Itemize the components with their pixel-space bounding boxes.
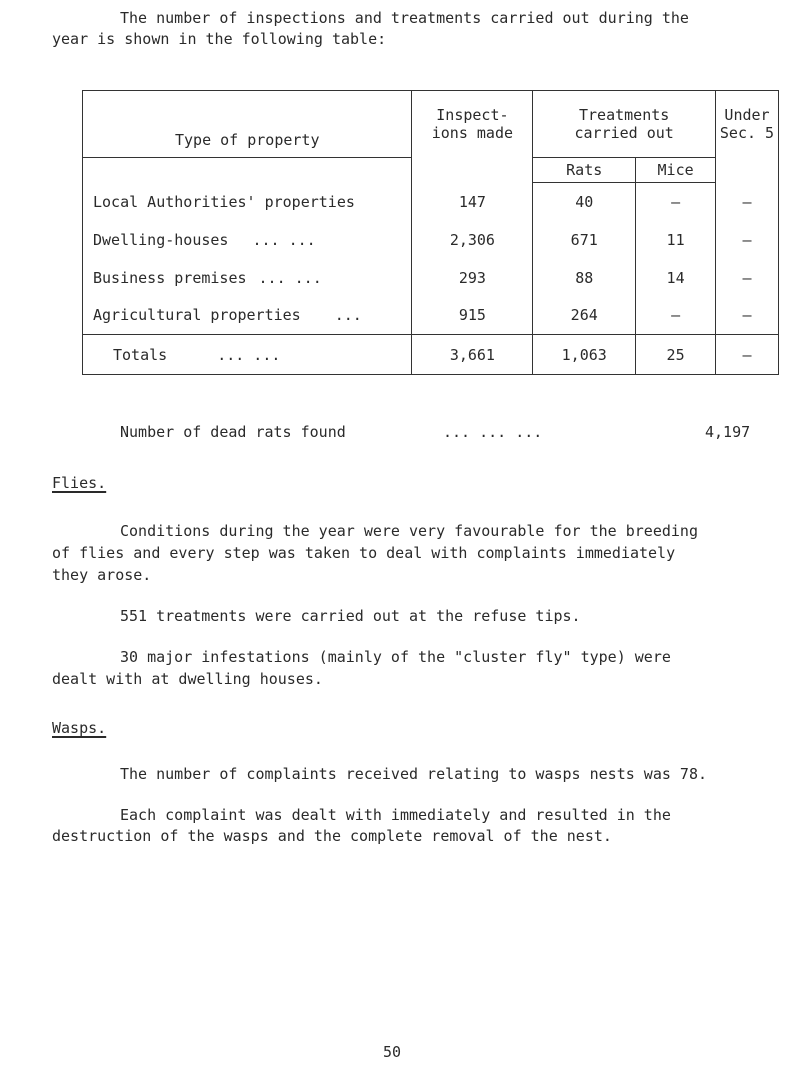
wasps-paragraph-2-line-2: destruction of the wasps and the complete removal of the nest. (52, 827, 612, 845)
table-subheader-row (83, 158, 779, 183)
table-header-row (83, 91, 779, 158)
flies-paragraph-1-line-3: they arose. (52, 566, 152, 584)
header-rats: Rats (533, 158, 636, 183)
wasps-paragraph-2-line-1: Each complaint was dealt with immediately and resulted in the (120, 806, 671, 824)
table-totals-row: Totals ... ... 3,661 1,063 25 – (83, 335, 779, 375)
flies-paragraph-1-line-1: Conditions during the year were very favourable for the breeding (120, 522, 698, 540)
flies-paragraph-3-line-1: 30 major infestations (mainly of the "cluster fly" type) were (120, 648, 671, 666)
header-mice: Mice (636, 158, 716, 183)
flies-paragraph-2: 551 treatments were carried out at the refuse tips. (120, 607, 581, 625)
flies-heading: Flies. (52, 474, 107, 492)
table-row: Agricultural properties ... 915 264 – – (83, 297, 779, 335)
wasps-heading: Wasps. (52, 719, 107, 737)
wasps-paragraph-1: The number of complaints received relating to wasps nests was 78. (120, 765, 707, 783)
table-row: Business premises ... ... 293 88 14 – (83, 259, 779, 297)
inspections-table (82, 90, 779, 375)
intro-line-1: The number of inspections and treatments carried out during the (120, 9, 689, 27)
intro-line-2: year is shown in the following table: (52, 30, 387, 48)
header-treatments: Treatments carried out (533, 91, 716, 158)
header-under-sec-5: Under Sec. 5 (716, 91, 779, 158)
table-row: Dwelling-houses ... ... 2,306 671 11 – (83, 221, 779, 259)
dead-rats-dots: ... ... ... (443, 423, 543, 441)
flies-paragraph-1-line-2: of flies and every step was taken to deal with complaints immediately (52, 544, 676, 562)
page-number: 50 (383, 1043, 402, 1061)
header-inspections: Inspect- ions made (412, 91, 533, 158)
dead-rats-label: Number of dead rats found (120, 423, 346, 441)
table-row: Local Authorities' properties 147 40 – – (83, 183, 779, 221)
header-type-of-property: Type of property (83, 91, 412, 158)
flies-paragraph-3-line-2: dealt with at dwelling houses. (52, 670, 323, 688)
dead-rats-value: 4,197 (705, 423, 751, 441)
